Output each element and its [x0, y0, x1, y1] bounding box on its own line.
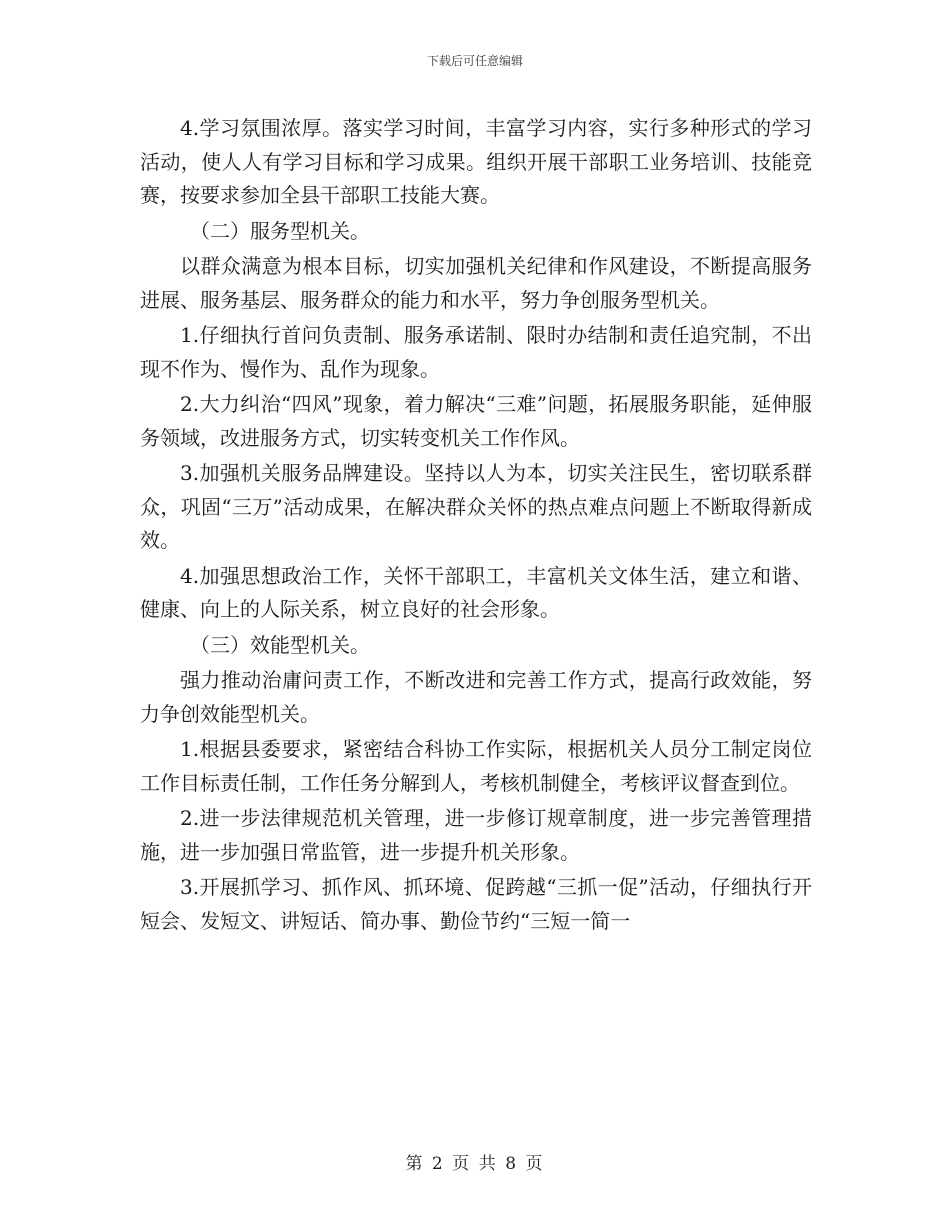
page-header-note: 下载后可任意编辑	[426, 54, 523, 68]
section-heading-service-organ: （二）服务型机关。	[190, 218, 370, 243]
paragraph-efficiency-goal: 强力推动治庸问责工作，不断改进和完善工作方式，提高行政效能，努力争创效能型机关。	[140, 668, 812, 726]
paragraph-service-item-1: 1.仔细执行首问负责制、服务承诺制、限时办结制和责任追究制，不出现不作为、慢作为、乱作为现象。	[140, 323, 812, 381]
paragraph-efficiency-item-3: 3.开展抓学习、抓作风、抓环境、促跨越“三抓一促”活动，仔细执行开短会、发短文、讲短话、简办事、勤俭节约“三短一简一	[140, 875, 812, 933]
paragraph-service-goal: 以群众满意为根本目标，切实加强机关纪律和作风建设，不断提高服务进展、服务基层、服务群众的能力和水平，努力争创服务型机关。	[140, 254, 812, 312]
paragraph-service-item-3: 3.加强机关服务品牌建设。坚持以人为本，切实关注民生，密切联系群众，巩固“三万”活动成果，在解决群众关怀的热点难点问题上不断取得新成效。	[140, 461, 812, 552]
paragraph-efficiency-item-1: 1.根据县委要求，紧密结合科协工作实际，根据机关人员分工制定岗位工作目标责任制，工作任务分解到人，考核机制健全，考核评议督查到位。	[140, 737, 812, 795]
paragraph-efficiency-item-2: 2.进一步法律规范机关管理，进一步修订规章制度，进一步完善管理措施，进一步加强日常监管，进一步提升机关形象。	[140, 806, 812, 864]
document-body	[140, 112, 812, 940]
paragraph-service-item-4: 4.加强思想政治工作，关怀干部职工，丰富机关文体生活，建立和谐、健康、向上的人际关系，树立良好的社会形象。	[140, 563, 812, 621]
paragraph-service-item-2: 2.大力纠治“四风”现象，着力解决“三难”问题，拓展服务职能，延伸服务领域，改进服务方式，切实转变机关工作作风。	[140, 392, 812, 450]
page-number-footer: 第 2 页 共 8 页	[405, 1154, 545, 1174]
paragraph-study-atmosphere: 4.学习氛围浓厚。落实学习时间，丰富学习内容，实行多种形式的学习活动，使人人有学习目标和学习成果。组织开展干部职工业务培训、技能竞赛，按要求参加全县干部职工技能大赛。	[140, 116, 812, 207]
section-heading-efficiency-organ: （三）效能型机关。	[190, 632, 370, 657]
